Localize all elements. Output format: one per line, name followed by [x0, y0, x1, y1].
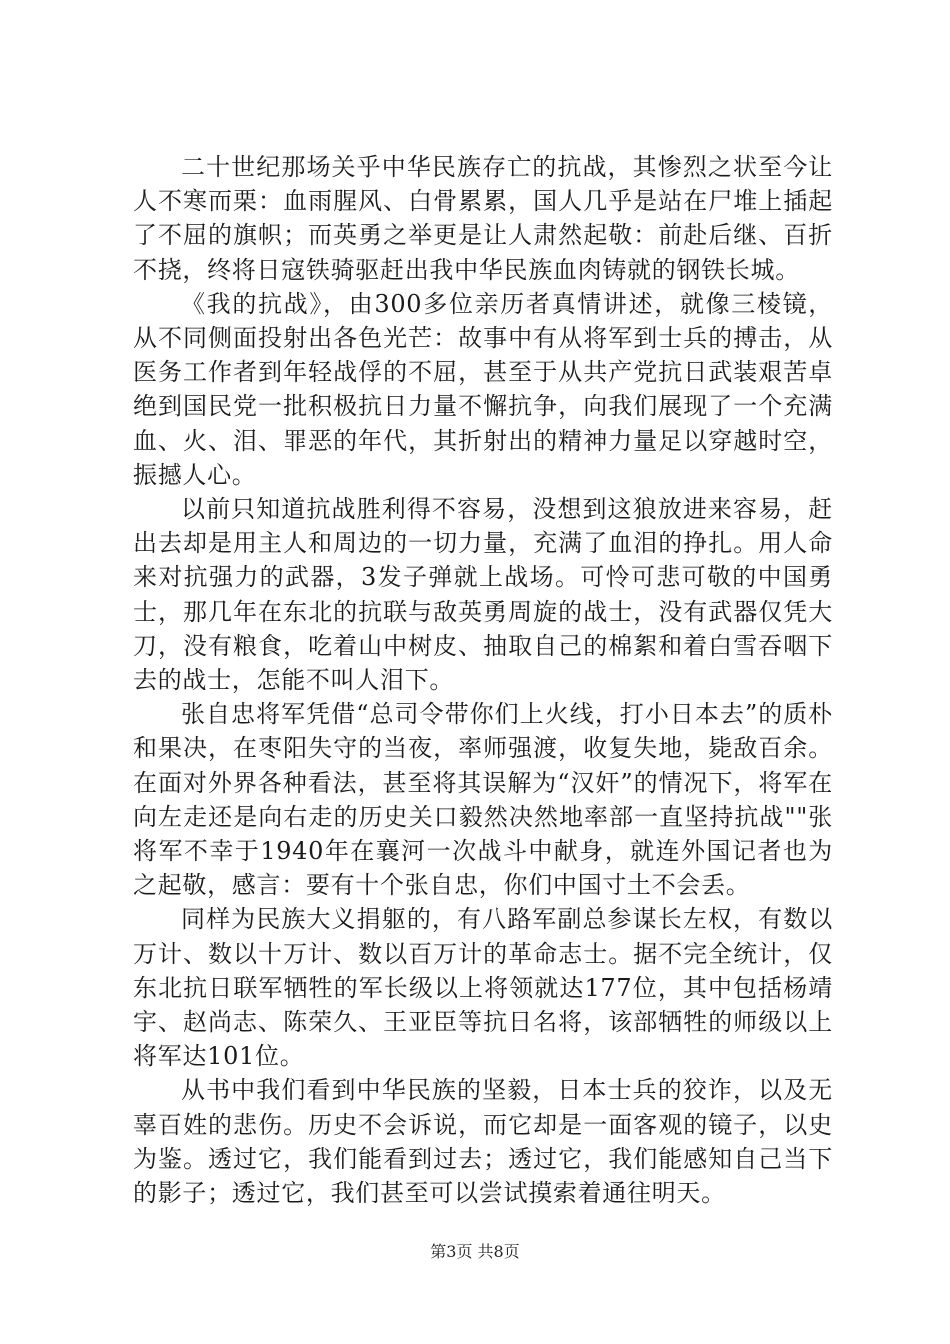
paragraph: 同样为民族大义捐躯的，有八路军副总参谋长左权，有数以万计、数以十万计、数以百万计的革命志士。据不完全统计，仅东北抗日联军牺牲的军长级以上将领就达177位，其中包括杨靖宇、赵尚志、陈荣久、王亚臣等抗日名将，该部牺牲的师级以上将军达101位。 — [133, 905, 833, 1071]
page-number-footer: 第3页 共8页 — [430, 1242, 520, 1261]
paragraph: 以前只知道抗战胜利得不容易，没想到这狼放进来容易，赶出去却是用主人和周边的一切力量，充满了血泪的挣扎。用人命来对抗强力的武器，3发子弹就上战场。可怜可悲可敬的中国勇士，那几年在东北的抗联与敌英勇周旋的战士，没有武器仅凭大刀，没有粮食，吃着山中树皮、抽取自己的棉絮和着白雪吞咽下去的战士，怎能不叫人泪下。 — [133, 495, 833, 695]
paragraph: 二十世纪那场关乎中华民族存亡的抗战，其惨烈之状至今让人不寒而栗：血雨腥风、白骨累累，国人几乎是站在尸堆上插起了不屈的旗帜；而英勇之举更是让人肃然起敬：前赴后继、百折不挠，终将日寇铁骑驱赶出我中华民族血肉铸就的钢铁长城。 — [133, 153, 833, 284]
paragraph: 《我的抗战》，由300多位亲历者真情讲述，就像三棱镜，从不同侧面投射出各色光芒：故事中有从将军到士兵的搏击，从医务工作者到年轻战俘的不屈，甚至于从共产党抗日武装艰苦卓绝到国民党一批积极抗日力量不懈抗争，向我们展现了一个充满血、火、泪、罪恶的年代，其折射出的精神力量足以穿越时空，振撼人心。 — [133, 289, 833, 489]
article-body — [133, 150, 833, 1210]
paragraph: 张自忠将军凭借“总司令带你们上火线，打小日本去”的质朴和果决，在枣阳失守的当夜，率师强渡，收复失地，毙敌百余。在面对外界各种看法，甚至将其误解为“汉奸”的情况下，将军在向左走还是向右走的历史关口毅然决然地率部一直坚持抗战""张将军不幸于1940年在襄河一次战斗中献身，就连外国记者也为之起敬，感言：要有十个张自忠，你们中国寸土不会丢。 — [133, 700, 833, 900]
paragraph: 从书中我们看到中华民族的坚毅，日本士兵的狡诈，以及无辜百姓的悲伤。历史不会诉说，而它却是一面客观的镜子，以史为鉴。透过它，我们能看到过去；透过它，我们能感知自己当下的影子；透过它，我们甚至可以尝试摸索着通往明天。 — [133, 1076, 833, 1208]
